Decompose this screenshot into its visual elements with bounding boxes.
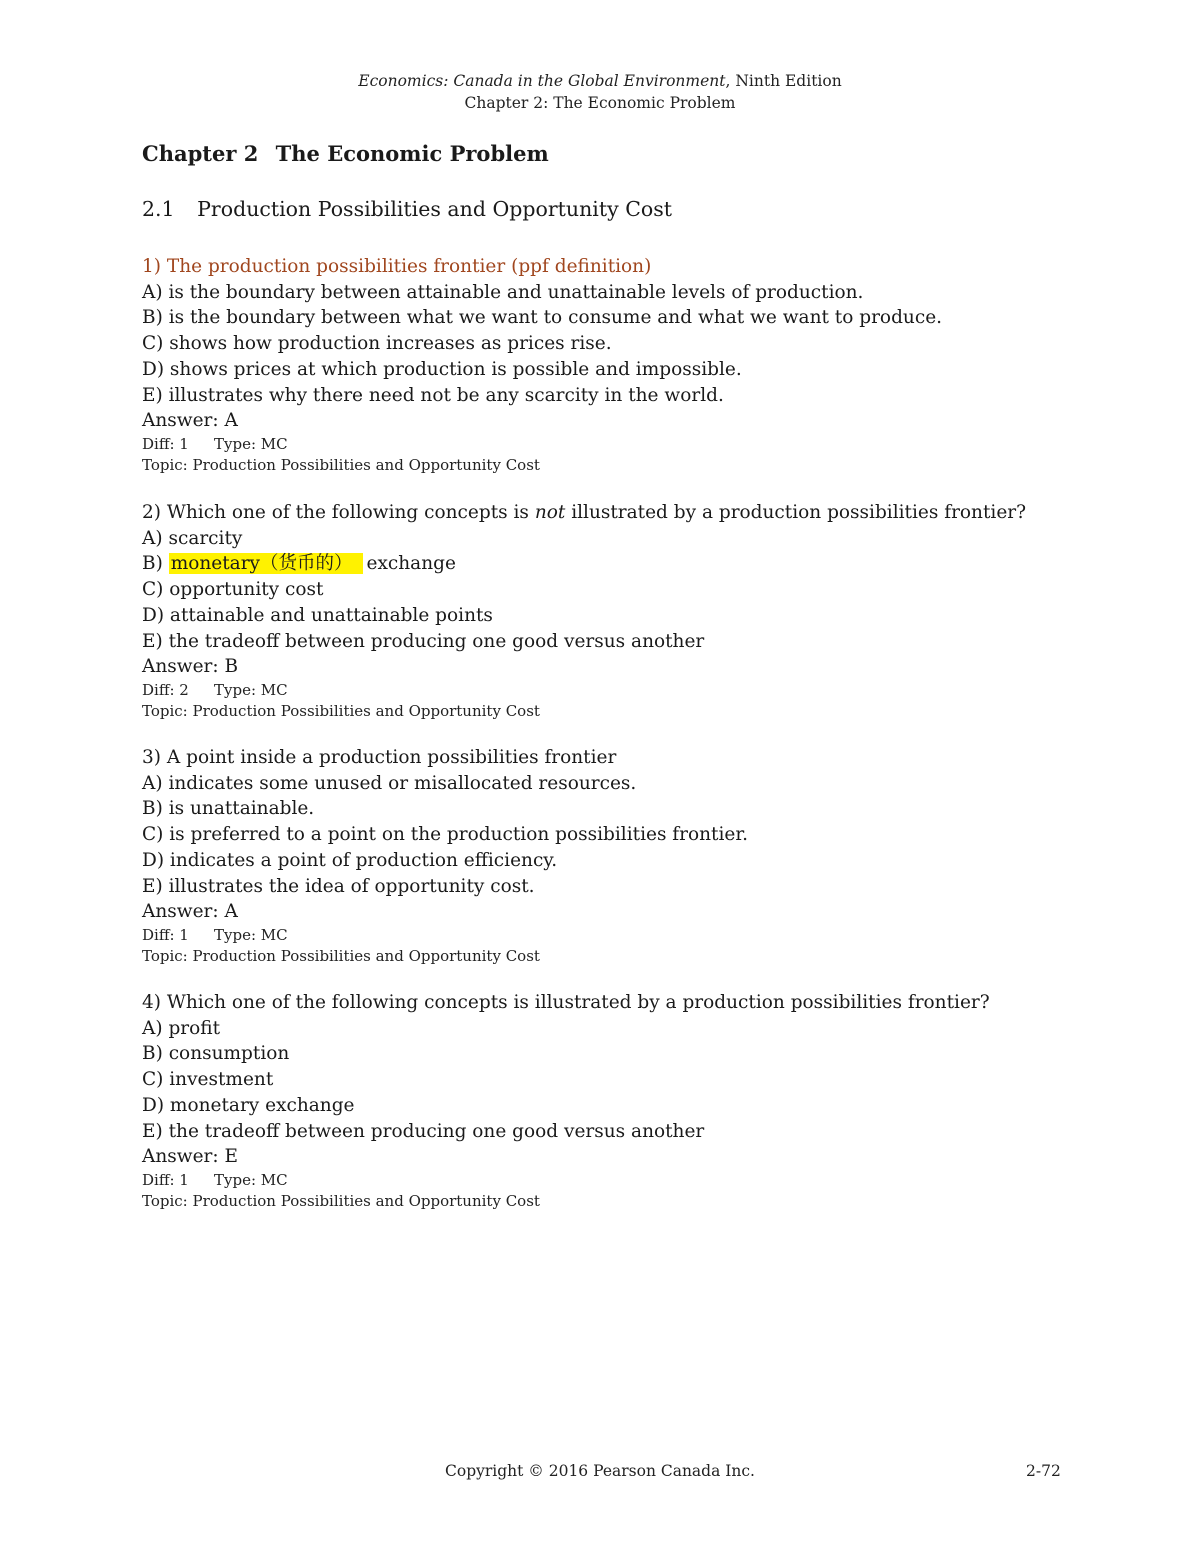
option-e: E) illustrates why there need not be any scarcity in the world.	[142, 384, 724, 406]
option-a: A) is the boundary between attainable and unattainable levels of production.	[142, 281, 864, 303]
option-c: C) opportunity cost	[142, 579, 324, 601]
header-edition: , Ninth Edition	[725, 72, 842, 90]
highlighted-term: monetary（货币的）	[169, 553, 363, 574]
option-a: A) indicates some unused or misallocated resources.	[142, 772, 637, 794]
option-b	[142, 551, 1102, 577]
section-number: 2.1	[142, 197, 175, 221]
section-name: Production Possibilities and Opportunity Cost	[197, 197, 672, 221]
topic: Topic: Production Possibilities and Opportunity Cost	[142, 702, 540, 721]
difficulty: Diff: 1	[142, 434, 189, 453]
option-b-prefix: B)	[142, 553, 169, 575]
option-d: D) indicates a point of production efficiency.	[142, 849, 558, 871]
page-number: 2-72	[1026, 1462, 1061, 1480]
answer: Answer: A	[142, 410, 238, 432]
difficulty: Diff: 1	[142, 925, 189, 944]
option-c: C) is preferred to a point on the production possibilities frontier.	[142, 824, 749, 846]
question-3	[142, 745, 1102, 968]
diff-type-line	[142, 1170, 1102, 1192]
difficulty: Diff: 1	[142, 1170, 189, 1189]
question-2	[142, 500, 1102, 723]
question-type: Type: MC	[214, 680, 288, 699]
topic: Topic: Production Possibilities and Opportunity Cost	[142, 456, 540, 475]
option-d: D) monetary exchange	[142, 1094, 355, 1116]
question-stem	[142, 500, 1102, 526]
question-4	[142, 990, 1102, 1213]
option-e: E) illustrates the idea of opportunity cost.	[142, 875, 535, 897]
chapter-number: Chapter 2	[142, 141, 259, 166]
answer: Answer: E	[142, 1146, 239, 1168]
chapter-name: The Economic Problem	[275, 141, 549, 166]
difficulty: Diff: 2	[142, 680, 189, 699]
diff-type-line	[142, 434, 1102, 456]
question-1	[142, 254, 1102, 477]
chapter-title	[142, 141, 549, 166]
topic: Topic: Production Possibilities and Opportunity Cost	[142, 947, 540, 966]
option-b: B) consumption	[142, 1043, 290, 1065]
option-d: D) shows prices at which production is possible and impossible.	[142, 358, 742, 380]
answer: Answer: B	[142, 656, 239, 678]
header-chapter-line: Chapter 2: The Economic Problem	[464, 94, 736, 112]
question-stem: 3) A point inside a production possibilities frontier	[142, 747, 617, 768]
option-d: D) attainable and unattainable points	[142, 604, 493, 626]
option-a: A) scarcity	[142, 527, 243, 549]
question-stem: 1) The production possibilities frontier (ppf definition)	[142, 256, 652, 277]
option-a: A) profit	[142, 1017, 221, 1039]
option-e: E) the tradeoff between producing one good versus another	[142, 630, 705, 652]
header-book-line	[0, 70, 1200, 92]
question-type: Type: MC	[214, 925, 288, 944]
stem-after: illustrated by a production possibilities frontier?	[565, 502, 1027, 523]
option-b-rest: exchange	[366, 553, 456, 575]
diff-type-line	[142, 680, 1102, 702]
stem-emphasis: not	[534, 502, 566, 523]
answer: Answer: A	[142, 901, 238, 923]
stem-before: 2) Which one of the following concepts is	[142, 502, 535, 523]
copyright-notice: Copyright © 2016 Pearson Canada Inc.	[445, 1462, 755, 1480]
question-type: Type: MC	[214, 434, 288, 453]
page-header	[0, 70, 1200, 114]
question-stem: 4) Which one of the following concepts is illustrated by a production possibilities frontier?	[142, 992, 990, 1013]
topic: Topic: Production Possibilities and Opportunity Cost	[142, 1192, 540, 1211]
diff-type-line	[142, 925, 1102, 947]
option-c: C) investment	[142, 1069, 274, 1091]
header-book-title: Economics: Canada in the Global Environment	[358, 72, 726, 90]
option-b: B) is the boundary between what we want to consume and what we want to produce.	[142, 307, 943, 329]
question-type: Type: MC	[214, 1170, 288, 1189]
option-b: B) is unattainable.	[142, 798, 315, 820]
section-title	[142, 197, 672, 221]
option-e: E) the tradeoff between producing one good versus another	[142, 1120, 705, 1142]
option-c: C) shows how production increases as prices rise.	[142, 333, 612, 355]
